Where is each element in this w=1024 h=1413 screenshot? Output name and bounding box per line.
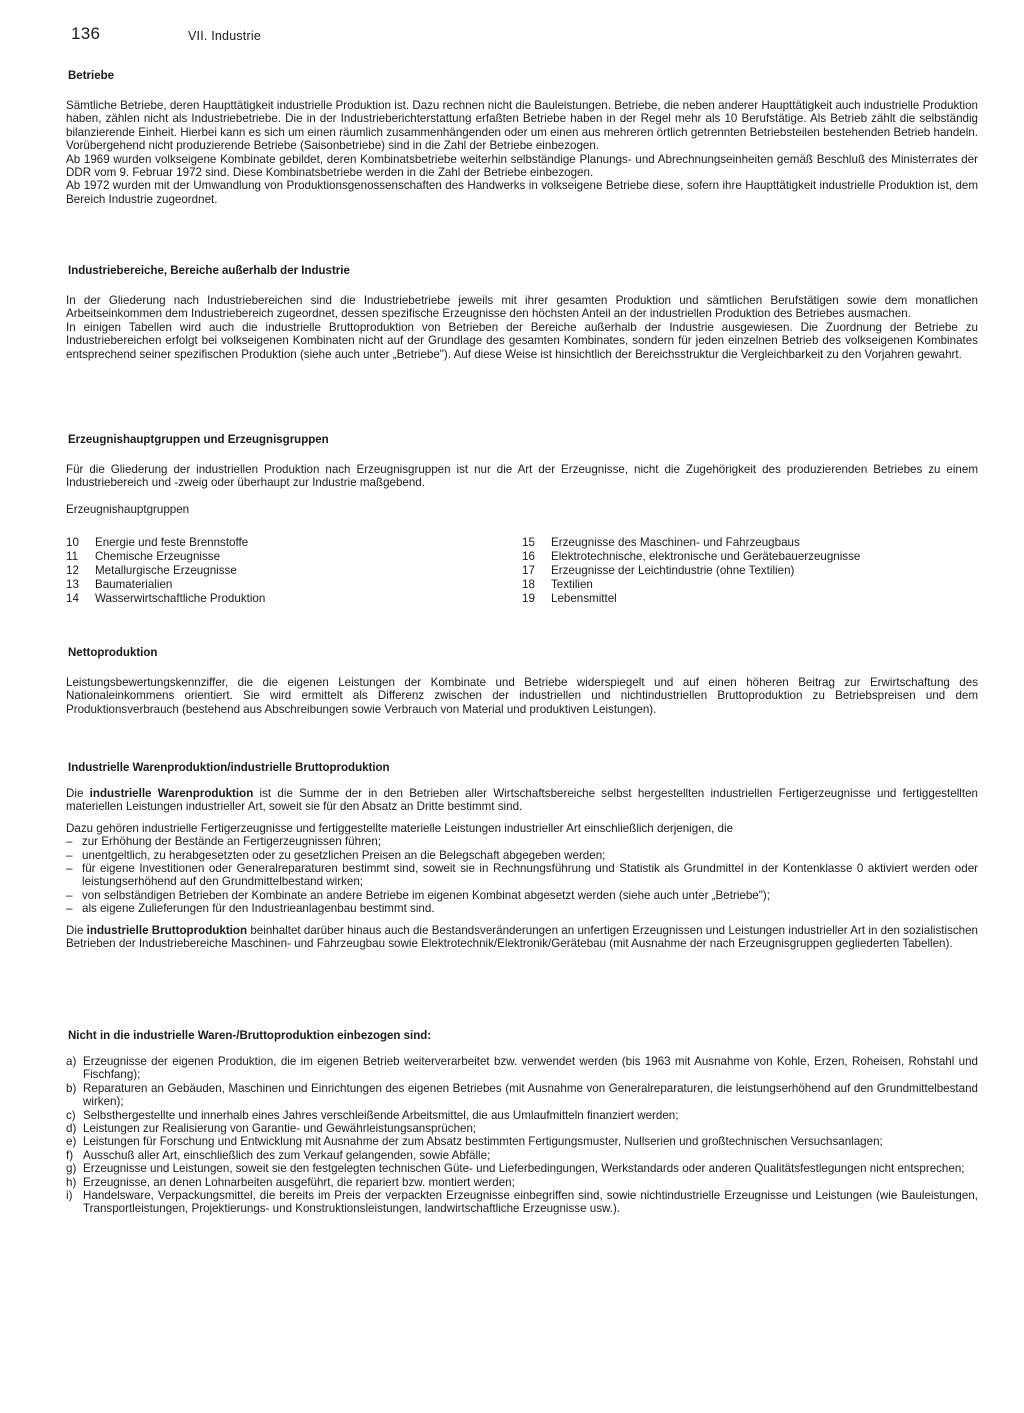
list-item-text: Selbsthergestellte und innerhalb eines Jahres verschleißende Arbeitsmittel, die aus Umlaufmitteln finanziert werden; <box>83 1108 679 1122</box>
list-item <box>66 1082 978 1109</box>
paragraph: Ab 1972 wurden mit der Umwandlung von Produktionsgenossenschaften des Handwerks in volkseigene Betriebe diese, sofern ihre Haupttätigkeit industrielle Produktion ist, dem Bereich Industrie zugeordnet. <box>66 179 978 206</box>
chapter-title: VII. Industrie <box>188 29 261 43</box>
product-group-label: Energie und feste Brennstoffe <box>95 535 249 549</box>
paragraph: Ab 1969 wurden volkseigene Kombinate gebildet, deren Kombinatsbetriebe weiterhin selbständige Planungs- und Abrechnungseinheiten gemäß Beschluß des Ministerrates der DDR vom 9. Februar 1972 sind. Diese Kombinatsbetriebe werden in die Zahl der Betriebe einbezogen. <box>66 152 978 180</box>
product-group-label: Erzeugnisse des Maschinen- und Fahrzeugbaus <box>551 535 800 549</box>
section-heading: Nicht in die industrielle Waren-/Bruttoproduktion einbezogen sind: <box>68 1030 432 1042</box>
letter-marker: g) <box>66 1162 77 1176</box>
product-group-label: Textilien <box>551 577 593 591</box>
list-item-text: als eigene Zulieferungen für den Industrieanlagenbau bestimmt sind. <box>82 902 435 916</box>
product-group-list <box>66 536 978 606</box>
paragraph: Die industrielle Warenproduktion ist die Summe der in den Betrieben aller Wirtschaftsbereiche selbst hergestellten industriellen Fertigerzeugnisse und fertiggestellten materiellen Leistungen industrieller Art, soweit sie für den Absatz an Dritte bestimmt sind. <box>66 787 978 814</box>
product-group-item <box>66 536 522 550</box>
paragraph: Sämtliche Betriebe, deren Haupttätigkeit industrielle Produktion ist. Dazu rechnen nicht die Bauleistungen. Betriebe, die neben anderer Haupttätigkeit auch industrielle Produktion haben, zählen nicht als Industriebetriebe. Die in der Industrieberichterstattung erfaßten Betriebe haben in der Regel mehr als 10 Berufstätige. Als Betrieb zählt die selbständig bilanzierende Einheit. Hierbei kann es sich um einen räumlich zusammenhängenden oder um einen aus mehreren örtlich getrennten Betriebsteilen bestehenden Betrieb handeln. Vorübergehend nicht produzierende Betriebe (Saisonbetriebe) sind in die Zahl der Betriebe einbezogen. <box>66 99 978 153</box>
list-item <box>66 1055 978 1082</box>
list-item <box>66 902 978 915</box>
list-item <box>66 1176 978 1189</box>
list-item <box>66 1135 978 1148</box>
page-number: 136 <box>71 24 101 43</box>
product-group-number: 13 <box>66 577 79 591</box>
product-group-item <box>522 564 978 578</box>
product-group-number: 19 <box>522 591 535 605</box>
section-heading: Industriebereiche, Bereiche außerhalb der Industrie <box>68 265 350 277</box>
dash-marker: – <box>66 835 73 849</box>
dash-marker: – <box>66 888 73 902</box>
paragraph: Leistungsbewertungskennziffer, die die eigenen Leistungen der Kombinate und Betriebe widerspiegelt und auf einen höheren Beitrag zur Erwirtschaftung des Nationaleinkommens orientiert. Sie wird ermittelt als Differenz zwischen der industriellen und nichtindustriellen Bruttoproduktion zu Betriebspreisen und dem Produktionsverbrauch (bestehend aus Abschreibungen sowie Verbrauch von Material und produktiven Leistungen). <box>66 676 978 716</box>
product-group-item <box>66 578 522 592</box>
product-group-number: 16 <box>522 549 535 563</box>
list-item-text: Leistungen für Forschung und Entwicklung mit Ausnahme der zum Absatz bestimmten Fertigungsmuster, Nullserien und großtechnischen Versuchsanlagen; <box>83 1135 883 1149</box>
dash-marker: – <box>66 862 73 876</box>
section-industriebereiche <box>66 265 978 361</box>
letter-marker: e) <box>66 1135 77 1149</box>
letter-marker: a) <box>66 1055 77 1068</box>
list-item <box>66 889 978 902</box>
product-group-column-right <box>522 536 978 606</box>
term-warenproduktion: industrielle Warenproduktion <box>89 787 254 800</box>
list-item-text: Erzeugnisse der eigenen Produktion, die im eigenen Betrieb weiterverarbeitet bzw. verwendet werden (bis 1963 mit Ausnahme von Kohle, Erzen, Roheisen, Rohstahl und Fischfang); <box>83 1055 978 1082</box>
product-group-number: 18 <box>522 577 535 591</box>
product-group-item <box>522 578 978 592</box>
product-group-item <box>66 550 522 564</box>
subheading-erzeugnishauptgruppen: Erzeugnishauptgruppen <box>66 502 190 516</box>
section-betriebe <box>66 70 978 206</box>
section-warenproduktion <box>66 762 978 950</box>
product-group-column-left <box>66 536 522 606</box>
list-item <box>66 849 978 862</box>
list-item-text: von selbständigen Betrieben der Kombinate an andere Betriebe im eigenen Kombinat abgesetzt werden (siehe auch unter „Betriebe"); <box>82 888 770 902</box>
product-group-label: Baumaterialien <box>95 577 173 591</box>
list-item <box>66 862 978 889</box>
list-item-text: unentgeltlich, zu herabgesetzten oder zu gesetzlichen Preisen an die Belegschaft abgegeben werden; <box>82 848 606 862</box>
list-item-text: für eigene Investitionen oder Generalreparaturen bestimmt sind, soweit sie in Rechnungsführung und Statistik als Grundmittel in der Kontenklasse 0 aktiviert werden oder leistungserhöhend auf den Grundmittelbestand wirken; <box>82 862 978 889</box>
paragraph: In der Gliederung nach Industriebereichen sind die Industriebetriebe jeweils mit ihrer gesamten Produktion und sämtlichen Berufstätigen sowie dem monatlichen Arbeitseinkommen dem Industriebereich zugeordnet, dessen spezifische Erzeugnisse den höchsten Anteil an der industriellen Produktion des Betriebes ausmachen. <box>66 294 978 321</box>
paragraph: Dazu gehören industrielle Fertigerzeugnisse und fertiggestellte materielle Leistungen industrieller Art einschließlich derjenigen, die <box>66 821 734 835</box>
letter-marker: i) <box>66 1189 73 1203</box>
list-item-text: Erzeugnisse, an denen Lohnarbeiten ausgeführt, die repariert bzw. montiert werden; <box>83 1175 515 1189</box>
dash-list <box>66 835 978 915</box>
product-group-label: Metallurgische Erzeugnisse <box>95 563 237 577</box>
section-nettoproduktion <box>66 647 978 716</box>
list-item <box>66 1109 978 1122</box>
list-item-text: Handelsware, Verpackungsmittel, die bereits im Preis der verpackten Erzeugnisse einbegriffen sind, sowie nichtindustrielle Erzeugnisse und Leistungen (wie Bauleistungen, Transportleistungen, Projektierungs- und Konstruktionsleistungen, landwirtschaftliche Erzeugnisse usw.). <box>83 1189 978 1216</box>
section-nicht-einbezogen <box>66 1030 978 1216</box>
list-item-text: zur Erhöhung der Bestände an Fertigerzeugnissen führen; <box>82 835 382 849</box>
dash-marker: – <box>66 902 73 916</box>
list-item-text: Reparaturen an Gebäuden, Maschinen und Einrichtungen des eigenen Betriebes (mit Ausnahme von Generalreparaturen, die leistungserhöhend auf den Grundmittelbestand wirken); <box>83 1081 978 1109</box>
product-group-label: Wasserwirtschaftliche Produktion <box>95 591 266 605</box>
product-group-item <box>522 536 978 550</box>
letter-marker: f) <box>66 1148 74 1162</box>
product-group-label: Chemische Erzeugnisse <box>95 549 221 563</box>
section-erzeugnisgruppen <box>66 434 978 606</box>
product-group-number: 10 <box>66 535 79 549</box>
letter-marker: h) <box>66 1175 77 1189</box>
list-item <box>66 1162 978 1175</box>
list-item <box>66 1122 978 1135</box>
product-group-number: 14 <box>66 591 79 605</box>
letter-marker: b) <box>66 1081 77 1095</box>
term-bruttoproduktion: industrielle Bruttoproduktion <box>86 923 248 937</box>
section-heading: Erzeugnishauptgruppen und Erzeugnisgruppen <box>68 434 329 446</box>
section-heading: Betriebe <box>68 70 115 82</box>
paragraph: In einigen Tabellen wird auch die industrielle Bruttoproduktion von Betrieben der Bereiche außerhalb der Industrie ausgewiesen. Die Zuordnung der Betriebe zu Industriebereichen erfolgt bei volkseigenen Kombinaten nicht auf der Grundlage des gesamten Kombinates, sondern für jeden einzelnen Betrieb des volkseigenen Kombinates entsprechend seiner spezifischen Produktion (siehe auch unter „Betriebe"). Auf diese Weise ist hinsichtlich der Bereichsstruktur die Vergleichbarkeit zu den Vorjahren gewahrt. <box>66 320 978 361</box>
product-group-number: 15 <box>522 535 535 549</box>
list-item-text: Ausschuß aller Art, einschließlich des zum Verkauf gelangenden, sowie Abfälle; <box>83 1148 491 1162</box>
letter-marker: c) <box>66 1108 76 1122</box>
dash-marker: – <box>66 848 73 862</box>
paragraph: Für die Gliederung der industriellen Produktion nach Erzeugnisgruppen ist nur die Art der Erzeugnisse, nicht die Zugehörigkeit des produzierenden Betriebes zu einem Industriebereich und -zweig oder überhaupt zur Industrie maßgebend. <box>66 463 978 490</box>
list-item <box>66 1189 978 1216</box>
product-group-label: Elektrotechnische, elektronische und Gerätebauerzeugnisse <box>551 549 861 563</box>
product-group-number: 11 <box>66 549 79 563</box>
lettered-list <box>66 1055 978 1216</box>
paragraph: Die industrielle Bruttoproduktion beinhaltet darüber hinaus auch die Bestandsveränderungen an unfertigen Erzeugnissen und Leistungen industrieller Art in den sozialistischen Betrieben der Industriebereiche Maschinen- und Fahrzeugbau sowie Elektrotechnik/Elektronik/Gerätebau (mit Ausnahme der nach Erzeugnisgruppen gegliederten Tabellen). <box>66 923 979 951</box>
product-group-label: Lebensmittel <box>551 591 617 605</box>
letter-marker: d) <box>66 1122 77 1136</box>
list-item <box>66 1149 978 1162</box>
section-heading: Industrielle Warenproduktion/industrielle Bruttoproduktion <box>68 762 390 774</box>
product-group-item <box>522 550 978 564</box>
list-item-text: Erzeugnisse und Leistungen, soweit sie den festgelegten technischen Güte- und Lieferbedingungen, Werkstandards oder anderen Qualitätsfestlegungen nicht entsprechen; <box>83 1162 965 1176</box>
product-group-item <box>522 592 978 606</box>
product-group-item <box>66 592 522 606</box>
list-item <box>66 835 978 848</box>
product-group-label: Erzeugnisse der Leichtindustrie (ohne Textilien) <box>551 563 795 577</box>
product-group-number: 17 <box>522 563 535 577</box>
product-group-item <box>66 564 522 578</box>
product-group-number: 12 <box>66 563 79 577</box>
list-item-text: Leistungen zur Realisierung von Garantie- und Gewährleistungsansprüchen; <box>83 1122 477 1136</box>
section-heading: Nettoproduktion <box>68 647 158 659</box>
